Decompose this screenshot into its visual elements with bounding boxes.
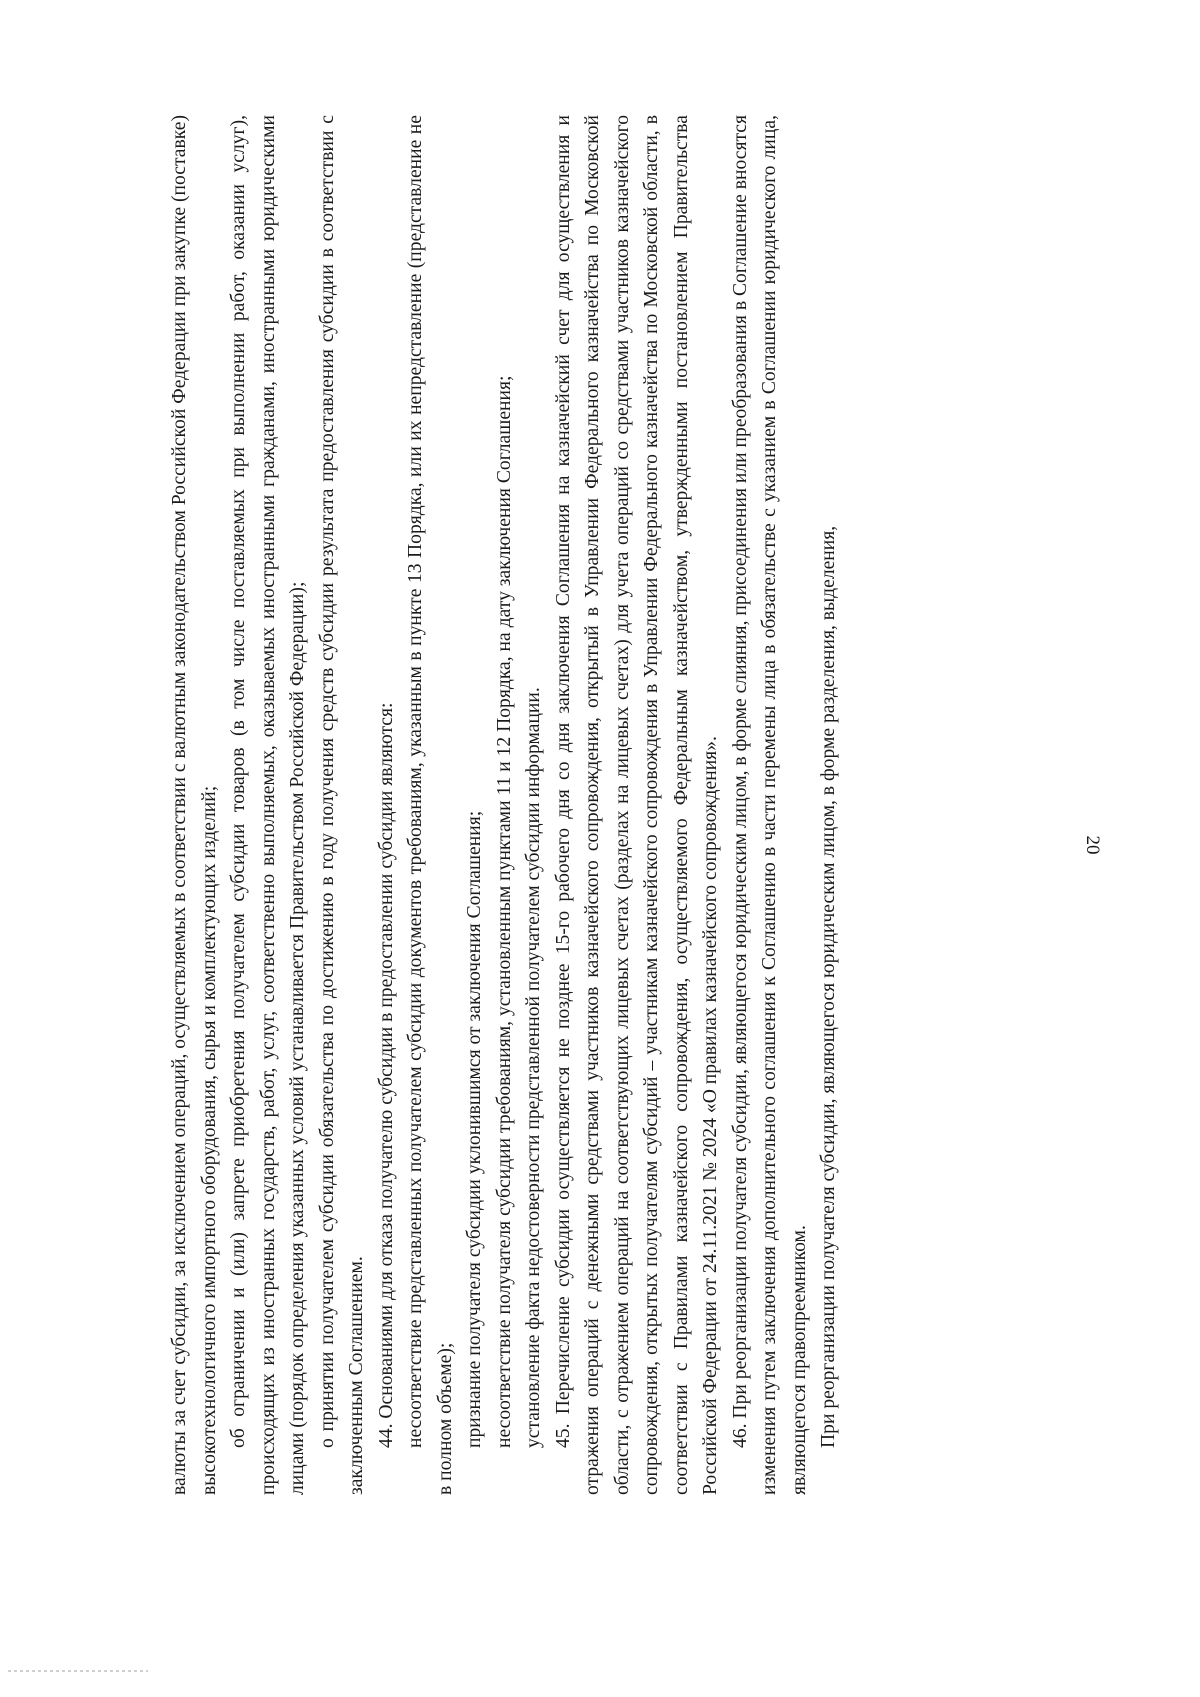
paragraph-1: валюты за счет субсидии, за исключением операций, осуществляемых в соответствии с валютным законодательством Российской Федерации при закупке (поставке) высокотехнологичного импортного оборудования, сырья и комплектующих изделий; — [169, 115, 220, 1495]
paragraph-2: об ограничении и (или) запрете приобретения получателем субсидии товаров (в том числе поставляемых при выполнении работ, оказании услуг), происходящих из иностранных государств, работ, услуг, соответственно выполняемых, оказываемых иностранными гражданами, иностранными юридическими лицами (порядок определения указанных условий устанавливается Правительством Российской Федерации); — [228, 115, 308, 1495]
scan-edge-mark — [8, 1670, 148, 1672]
paragraph-11: При реорганизации получателя субсидии, являющегося юридическим лицом, в форме разделения, выделения, — [818, 525, 839, 1448]
paragraph-5: несоответствие представленных получателем субсидии документов требованиям, указанным в пункте 13 Порядка, или их непредставление (представление не в полном объеме); — [405, 115, 456, 1495]
paragraph-9: 45. Перечисление субсидии осуществляется не позднее 15-го рабочего дня со дня заключения Соглашения на казначейский счет для осуществления и отражения операций с денежными средствами участников казначейского сопровождения, открытый в Управлении Федерального казначейства по Московской области, с отражением операций на соответствующих лицевых счетах (разделах на лицевых счетах) для учета операций со средствами участников казначейского сопровождения, открытых получателям субсидий – участникам казначейского сопровождения в Управлении Федерального казначейства по Московской области, в соответствии с Правилами казначейского сопровождения, осуществляемого Федеральным казначейством, утвержденными постановлением Правительства Российской Федерации от 24.11.2021 № 2024 «О правилах казначейского сопровождения». — [552, 115, 721, 1495]
document-text — [165, 115, 844, 1495]
paragraph-7: несоответствие получателя субсидии требованиям, установленным пунктами 11 и 12 Порядка, на дату заключения Соглашения; — [493, 375, 515, 1448]
document-body — [165, 115, 1045, 1495]
paragraph-6: признание получателя субсидии уклонившимся от заключения Соглашения; — [464, 810, 485, 1448]
paragraph-3: о принятии получателем субсидии обязательства по достижению в году получения средств субсидии результата предоставления субсидии в соответствии с заключенным Соглашением. — [316, 115, 367, 1495]
paragraph-8: установление факта недостоверности представленной получателем субсидии информации. — [523, 687, 544, 1448]
page-number: 20 — [1082, 835, 1103, 855]
paragraph-4: 44. Основаниями для отказа получателю субсидии в предоставлении субсидии являются: — [375, 702, 397, 1448]
paragraph-10: 46. При реорганизации получателя субсидии, являющегося юридическим лицом, в форме слияния, присоединения или преобразования в Соглашение вносятся изменения путем заключения дополнительного соглашения к Соглашению в части перемены лица в обязательстве с указанием в Соглашении юридического лица, являющегося правопреемником. — [729, 115, 810, 1495]
